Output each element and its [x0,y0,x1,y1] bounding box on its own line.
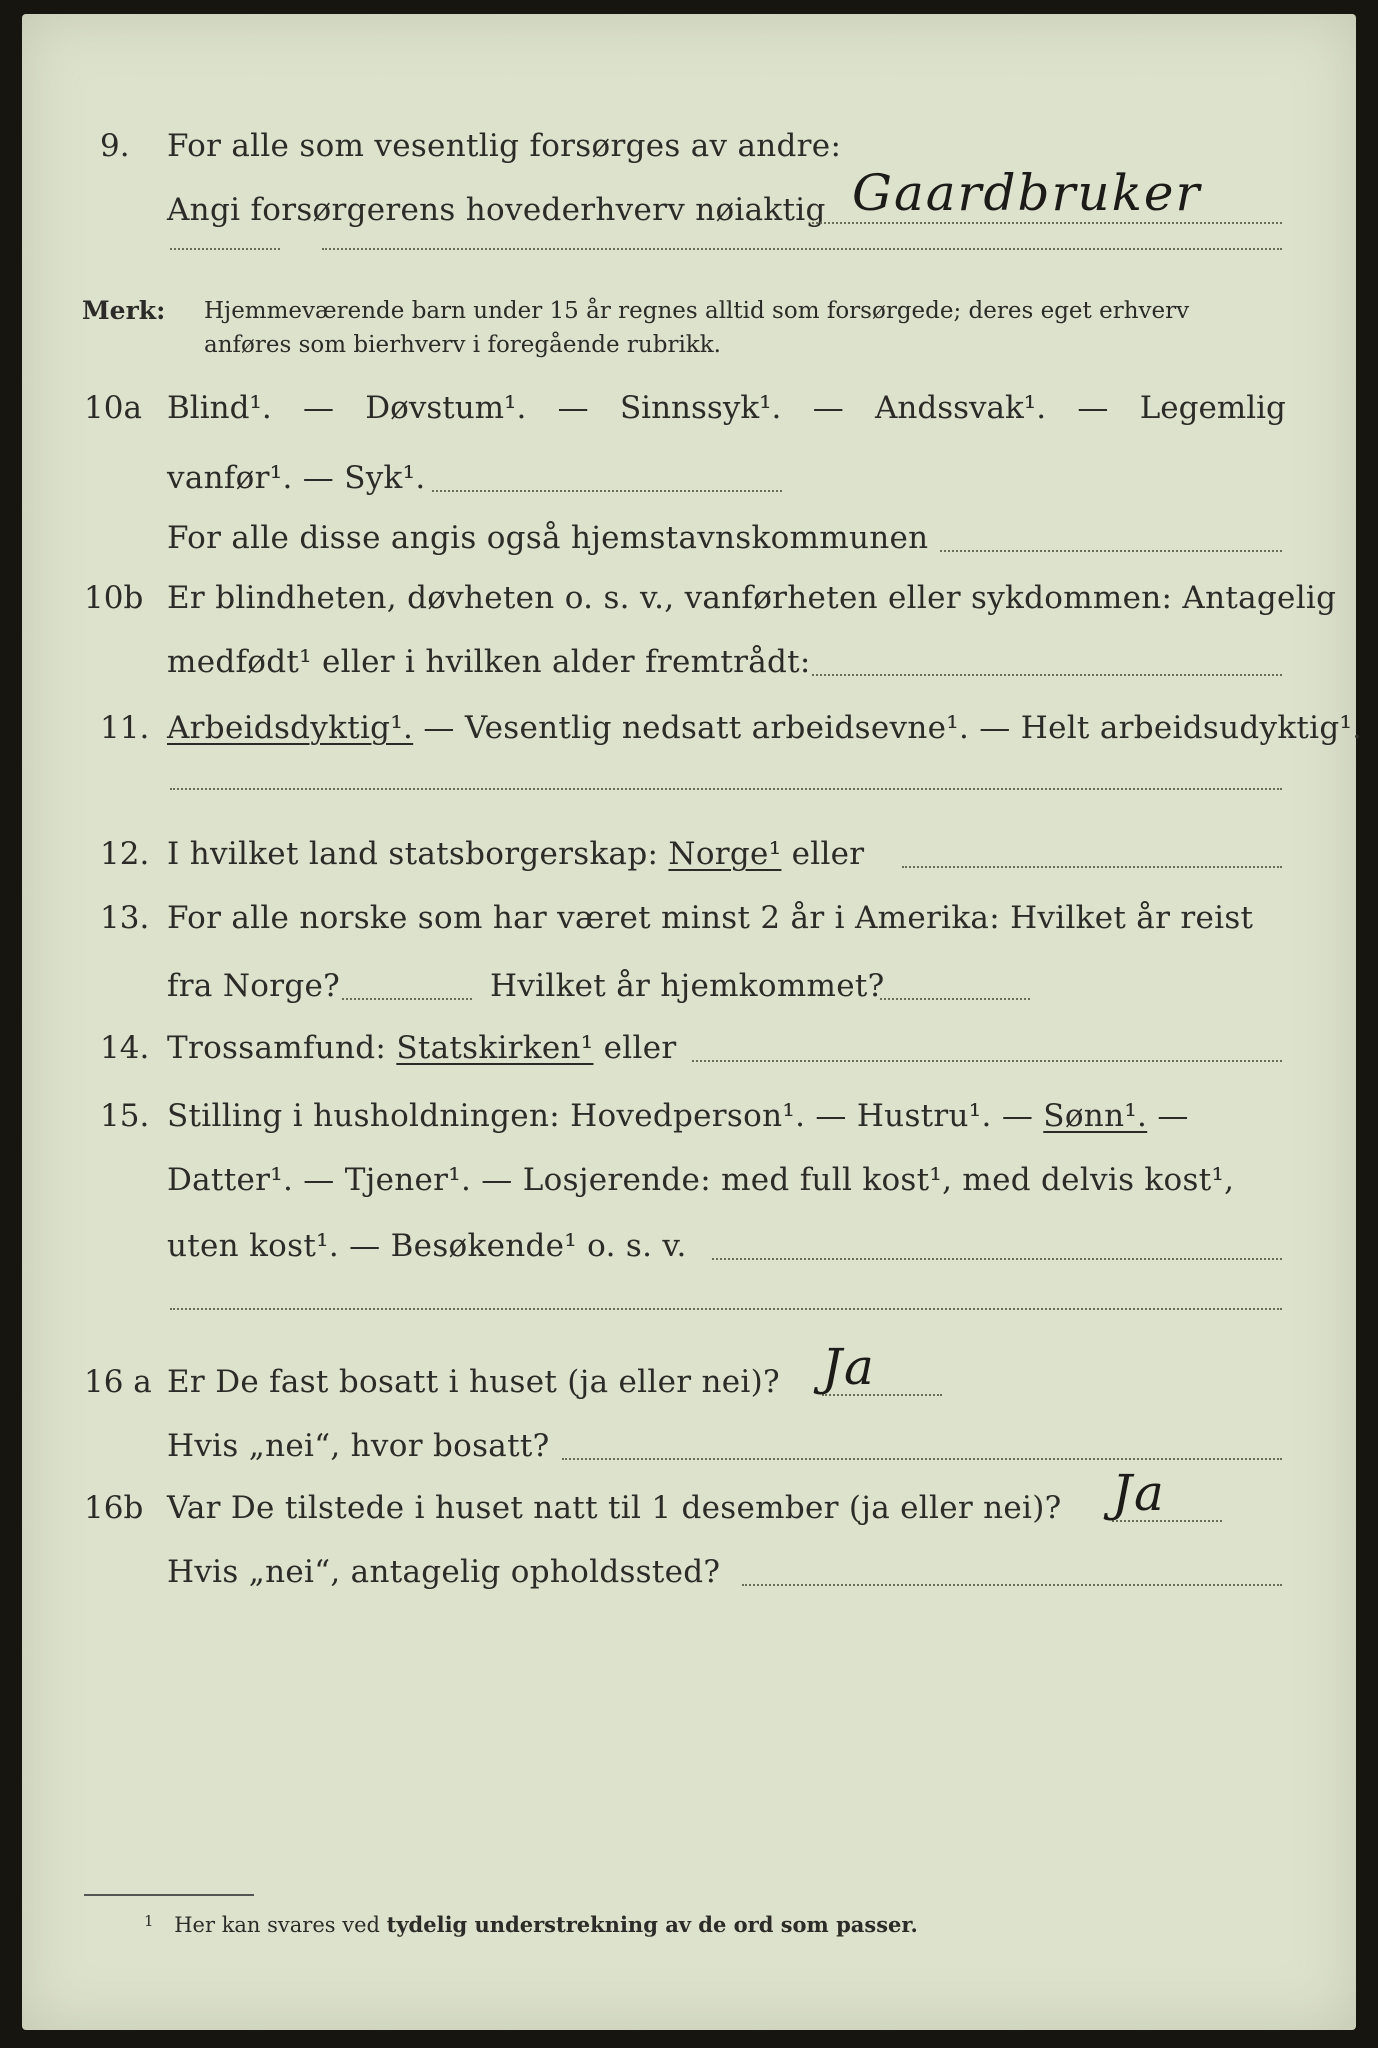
q15-text1a: Stilling i husholdningen: Hovedperson¹. — Hustru¹. — [167,1098,1034,1134]
q10a-line3 [22,514,1356,564]
q10a-option-blind: Blind¹. [167,390,272,426]
q10a-text2: vanfør¹. — Syk¹. [167,460,426,496]
q13-line2 [22,962,1356,1012]
footnote-plain: Her kan svares ved [174,1913,380,1937]
q16b-number: 16b [84,1490,144,1526]
q16a-text1: Er De fast bosatt i huset (ja eller nei)? [167,1364,780,1400]
q9-answer-field[interactable] [812,222,1282,224]
q16b-text2: Hvis „nei“, antagelig opholdssted? [167,1554,721,1590]
q10b-line1 [22,574,1356,624]
q15-text1c: — [1157,1098,1189,1134]
q13-number: 13. [100,900,150,936]
census-form-page [22,14,1363,2030]
q10a-option-dovstum: Døvstum¹. [365,390,527,426]
q10b-line2 [22,638,1356,688]
footnote [144,1912,918,1937]
q9-handwritten-answer: Gaardbruker [852,164,1202,222]
q10b-text1: Er blindheten, døvheten o. s. v., vanførheten eller sykdommen: Antagelig [167,580,1337,616]
footnote-bold: tydelig understrekning av de ord som passer. [386,1912,918,1937]
q10a-number: 10a [84,390,142,426]
footnote-mark: 1 [144,1912,154,1930]
q16b-opholdssted-field[interactable] [742,1584,1282,1586]
q10a-option-sinnssyk: Sinnssyk¹. [619,390,782,426]
q14-number: 14. [100,1030,150,1066]
q9-text2: Angi forsørgerens hovederhverv nøiaktig [167,192,826,228]
q14-after: eller [603,1030,677,1066]
q10a-options [167,390,1286,426]
q9-text1: For alle som vesentlig forsørges av andre: [167,128,842,164]
q9-line2 [22,164,1356,236]
q11-text [167,710,1362,746]
q10b-alder-field[interactable] [812,674,1282,676]
q10a-option-legemlig: Legemlig [1139,390,1286,426]
q12-question: I hvilket land statsborgerskap: [167,836,659,872]
q10a-option-andssvak: Andssvak¹. [875,390,1047,426]
q10a-syk-field[interactable] [432,490,782,492]
q13-hjemkommet-field[interactable] [880,998,1030,1000]
q15-text2: Datter¹. — Tjener¹. — Losjerende: med full kost¹, med delvis kost¹, [167,1162,1235,1198]
q12-after: eller [791,836,865,872]
q13-text2a: fra Norge? [167,968,341,1004]
q13-text2b: Hvilket år hjemkommet? [490,968,885,1004]
q9-extra-dots-a [170,248,280,250]
q14-line [22,1024,1356,1074]
q15-option-selected: Sønn¹. [1043,1098,1148,1134]
q16a-line1 [22,1338,1356,1408]
q13-line1 [22,894,1356,944]
q10b-text2: medfødt¹ eller i hvilken alder fremtrådt: [167,644,811,680]
q12-number: 12. [100,836,150,872]
q11-rest: — Vesentlig nedsatt arbeidsevne¹. — Helt arbeidsudyktig¹. [423,710,1363,746]
q14-field[interactable] [692,1060,1282,1062]
q16a-number: 16 a [84,1364,152,1400]
q16a-bosatt-field[interactable] [562,1458,1282,1460]
q15-number: 15. [100,1098,150,1134]
q16a-text2: Hvis „nei“, hvor bosatt? [167,1428,550,1464]
q15-extra-dots[interactable] [170,1308,1282,1310]
q11-extra-dots[interactable] [170,788,1282,790]
q10a-line1 [22,384,1356,434]
q16b-line1 [22,1464,1356,1534]
merk-line1: Hjemmeværende barn under 15 år regnes alltid som forsørgede; deres eget erhverv [204,298,1190,324]
q15-text1 [167,1098,1189,1134]
q11-number: 11. [100,710,150,746]
q13-text1: For alle norske som har været minst 2 år i Amerika: Hvilket år reist [167,900,1254,936]
q15-text3: uten kost¹. — Besøkende¹ o. s. v. [167,1228,687,1264]
q10b-number: 10b [84,580,144,616]
q12-option-selected: Norge¹ [668,836,782,872]
q16b-text1: Var De tilstede i huset natt til 1 desember (ja eller nei)? [167,1490,1062,1526]
q14-question: Trossamfund: [167,1030,387,1066]
q13-reist-field[interactable] [342,998,472,1000]
q16a-handwritten-answer: Ja [822,1338,876,1396]
merk-line2: anføres som bierhverv i foregående rubrikk. [204,332,721,358]
q10a-dash: — [303,390,334,426]
q15-line3 [22,1222,1356,1272]
q12-field[interactable] [902,866,1282,868]
q11-option-selected: Arbeidsdyktig¹. [167,710,414,746]
q10a-line2 [22,454,1356,504]
q12-text [167,836,864,872]
q12-line [22,830,1356,880]
q10a-dash: — [1077,390,1109,426]
merk-label: Merk: [82,296,166,325]
q10a-kommune-field[interactable] [940,550,1282,552]
q15-field[interactable] [712,1258,1282,1260]
q9-number: 9. [100,128,130,164]
q9-extra-dots-b [322,248,1282,250]
q16b-handwritten-answer: Ja [1112,1464,1166,1522]
q14-text [167,1030,677,1066]
q16b-line2 [22,1548,1356,1598]
q15-line2 [22,1156,1356,1206]
q10a-dash: — [557,390,589,426]
q11-line1 [22,704,1363,754]
footnote-rule [84,1894,254,1896]
q10a-text3: For alle disse angis også hjemstavnskommunen [167,520,929,556]
q10a-dash: — [812,390,844,426]
q15-line1 [22,1092,1356,1142]
q14-option-selected: Statskirken¹ [396,1030,594,1066]
